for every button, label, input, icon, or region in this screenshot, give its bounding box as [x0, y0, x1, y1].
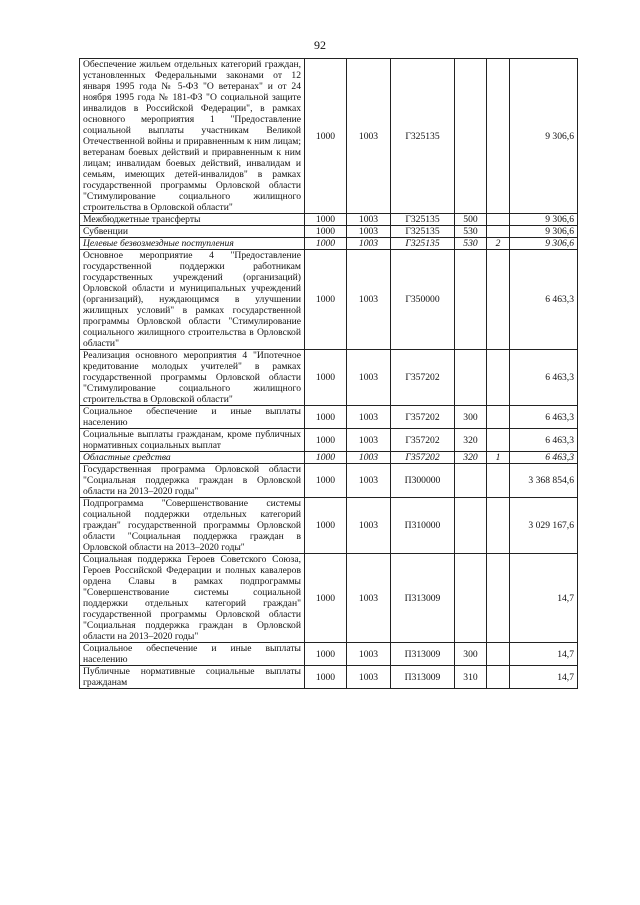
row-name-cell: Субвенции [80, 226, 305, 238]
subsection-code-cell: 1003 [347, 666, 391, 689]
expense-type-cell: 300 [455, 406, 487, 429]
expense-type-cell: 530 [455, 238, 487, 250]
expense-type-cell [455, 250, 487, 350]
amount-cell: 3 029 167,6 [510, 498, 578, 554]
row-name-cell: Социальное обеспечение и иные выплаты населению [80, 643, 305, 666]
table-row [80, 214, 578, 226]
funding-source-cell [487, 350, 510, 406]
amount-cell: 6 463,3 [510, 350, 578, 406]
expense-type-cell [455, 498, 487, 554]
funding-source-cell: 2 [487, 238, 510, 250]
table-row [80, 238, 578, 250]
funding-source-cell [487, 464, 510, 498]
expense-type-cell [455, 464, 487, 498]
amount-cell: 14,7 [510, 666, 578, 689]
expense-type-cell [455, 350, 487, 406]
amount-cell: 14,7 [510, 554, 578, 643]
funding-source-cell [487, 643, 510, 666]
section-code-cell: 1000 [305, 554, 347, 643]
subsection-code-cell: 1003 [347, 250, 391, 350]
row-name-cell: Межбюджетные трансферты [80, 214, 305, 226]
target-article-cell: П310000 [391, 498, 455, 554]
subsection-code-cell: 1003 [347, 643, 391, 666]
subsection-code-cell: 1003 [347, 214, 391, 226]
target-article-cell: П300000 [391, 464, 455, 498]
amount-cell: 6 463,3 [510, 452, 578, 464]
subsection-code-cell: 1003 [347, 464, 391, 498]
target-article-cell: Г350000 [391, 250, 455, 350]
table-row [80, 350, 578, 406]
row-name-cell: Публичные нормативные социальные выплаты гражданам [80, 666, 305, 689]
funding-source-cell [487, 214, 510, 226]
subsection-code-cell: 1003 [347, 59, 391, 214]
subsection-code-cell: 1003 [347, 452, 391, 464]
table-row [80, 429, 578, 452]
section-code-cell: 1000 [305, 214, 347, 226]
expense-type-cell: 310 [455, 666, 487, 689]
expense-type-cell: 530 [455, 226, 487, 238]
funding-source-cell [487, 498, 510, 554]
section-code-cell: 1000 [305, 59, 347, 214]
row-name-cell: Целевые безвозмездные поступления [80, 238, 305, 250]
amount-cell: 6 463,3 [510, 406, 578, 429]
table-row [80, 498, 578, 554]
target-article-cell: Г325135 [391, 59, 455, 214]
expense-type-cell [455, 554, 487, 643]
funding-source-cell [487, 406, 510, 429]
subsection-code-cell: 1003 [347, 429, 391, 452]
section-code-cell: 1000 [305, 429, 347, 452]
target-article-cell: Г325135 [391, 214, 455, 226]
row-name-cell: Областные средства [80, 452, 305, 464]
table-row [80, 59, 578, 214]
table-row [80, 452, 578, 464]
section-code-cell: 1000 [305, 464, 347, 498]
row-name-cell: Подпрограмма "Совершенствование системы социальной поддержки отдельных категорий граждан" государственной программы Орловской области "Социальная поддержка граждан в Орловской области на 2013–2020 годы" [80, 498, 305, 554]
expense-type-cell [455, 59, 487, 214]
budget-table [79, 58, 578, 689]
row-name-cell: Обеспечение жильем отдельных категорий граждан, установленных Федеральными законами от 12 января 1995 года № 5-ФЗ "О ветеранах" и от 24 ноября 1995 года № 181-ФЗ "О социальной защите инвалидов в Российской Федерации", в рамках основного мероприятия 1 "Предоставление социальной выплаты участникам Великой Отечественной войны и приравненным к ним лицам; ветеранам боевых действий и приравненным к ним лицам; инвалидам боевых действий, инвалидам и семьям, имеющих детей-инвалидов" в рамках государственной программы Орловской области "Стимулирование социального жилищного строительства в Орловской области" [80, 59, 305, 214]
amount-cell: 3 368 854,6 [510, 464, 578, 498]
section-code-cell: 1000 [305, 226, 347, 238]
target-article-cell: Г357202 [391, 350, 455, 406]
amount-cell: 14,7 [510, 643, 578, 666]
table-row [80, 250, 578, 350]
funding-source-cell [487, 666, 510, 689]
budget-table-body [80, 59, 578, 689]
table-row [80, 464, 578, 498]
subsection-code-cell: 1003 [347, 238, 391, 250]
funding-source-cell [487, 226, 510, 238]
target-article-cell: Г357202 [391, 429, 455, 452]
expense-type-cell: 300 [455, 643, 487, 666]
amount-cell: 9 306,6 [510, 226, 578, 238]
row-name-cell: Социальное обеспечение и иные выплаты населению [80, 406, 305, 429]
funding-source-cell [487, 250, 510, 350]
funding-source-cell [487, 59, 510, 214]
table-row [80, 554, 578, 643]
expense-type-cell: 500 [455, 214, 487, 226]
row-name-cell: Государственная программа Орловской области "Социальная поддержка граждан в Орловской области на 2013–2020 годы" [80, 464, 305, 498]
subsection-code-cell: 1003 [347, 350, 391, 406]
section-code-cell: 1000 [305, 406, 347, 429]
amount-cell: 6 463,3 [510, 429, 578, 452]
target-article-cell: Г357202 [391, 452, 455, 464]
expense-type-cell: 320 [455, 452, 487, 464]
table-row [80, 643, 578, 666]
funding-source-cell [487, 554, 510, 643]
row-name-cell: Социальная поддержка Героев Советского Союза, Героев Российской Федерации и полных кавалеров ордена Славы в рамках подпрограммы "Совершенствование системы социальной поддержки отдельных категорий граждан" государственной программы Орловской области "Социальная поддержка граждан в Орловской области на 2013–2020 годы" [80, 554, 305, 643]
subsection-code-cell: 1003 [347, 406, 391, 429]
target-article-cell: П313009 [391, 643, 455, 666]
amount-cell: 9 306,6 [510, 59, 578, 214]
section-code-cell: 1000 [305, 350, 347, 406]
amount-cell: 9 306,6 [510, 238, 578, 250]
table-row [80, 226, 578, 238]
table-row [80, 666, 578, 689]
row-name-cell: Основное мероприятие 4 "Предоставление государственной поддержки работникам государственных учреждений (организаций) Орловской области и муниципальных учреждений (организаций), нуждающимся в улучшении жилищных условий" в рамках государственной программы Орловской области "Стимулирование социального жилищного строительства в Орловской области" [80, 250, 305, 350]
amount-cell: 9 306,6 [510, 214, 578, 226]
subsection-code-cell: 1003 [347, 554, 391, 643]
row-name-cell: Социальные выплаты гражданам, кроме публичных нормативных социальных выплат [80, 429, 305, 452]
expense-type-cell: 320 [455, 429, 487, 452]
subsection-code-cell: 1003 [347, 226, 391, 238]
target-article-cell: Г325135 [391, 238, 455, 250]
page-number: 92 [314, 38, 326, 52]
target-article-cell: Г357202 [391, 406, 455, 429]
target-article-cell: П313009 [391, 554, 455, 643]
target-article-cell: Г325135 [391, 226, 455, 238]
amount-cell: 6 463,3 [510, 250, 578, 350]
section-code-cell: 1000 [305, 452, 347, 464]
section-code-cell: 1000 [305, 643, 347, 666]
section-code-cell: 1000 [305, 666, 347, 689]
section-code-cell: 1000 [305, 250, 347, 350]
funding-source-cell [487, 429, 510, 452]
section-code-cell: 1000 [305, 238, 347, 250]
funding-source-cell: 1 [487, 452, 510, 464]
table-row [80, 406, 578, 429]
target-article-cell: П313009 [391, 666, 455, 689]
subsection-code-cell: 1003 [347, 498, 391, 554]
row-name-cell: Реализация основного мероприятия 4 "Ипотечное кредитование молодых учителей" в рамках государственной программы Орловской области "Стимулирование социального жилищного строительства в Орловской области" [80, 350, 305, 406]
section-code-cell: 1000 [305, 498, 347, 554]
